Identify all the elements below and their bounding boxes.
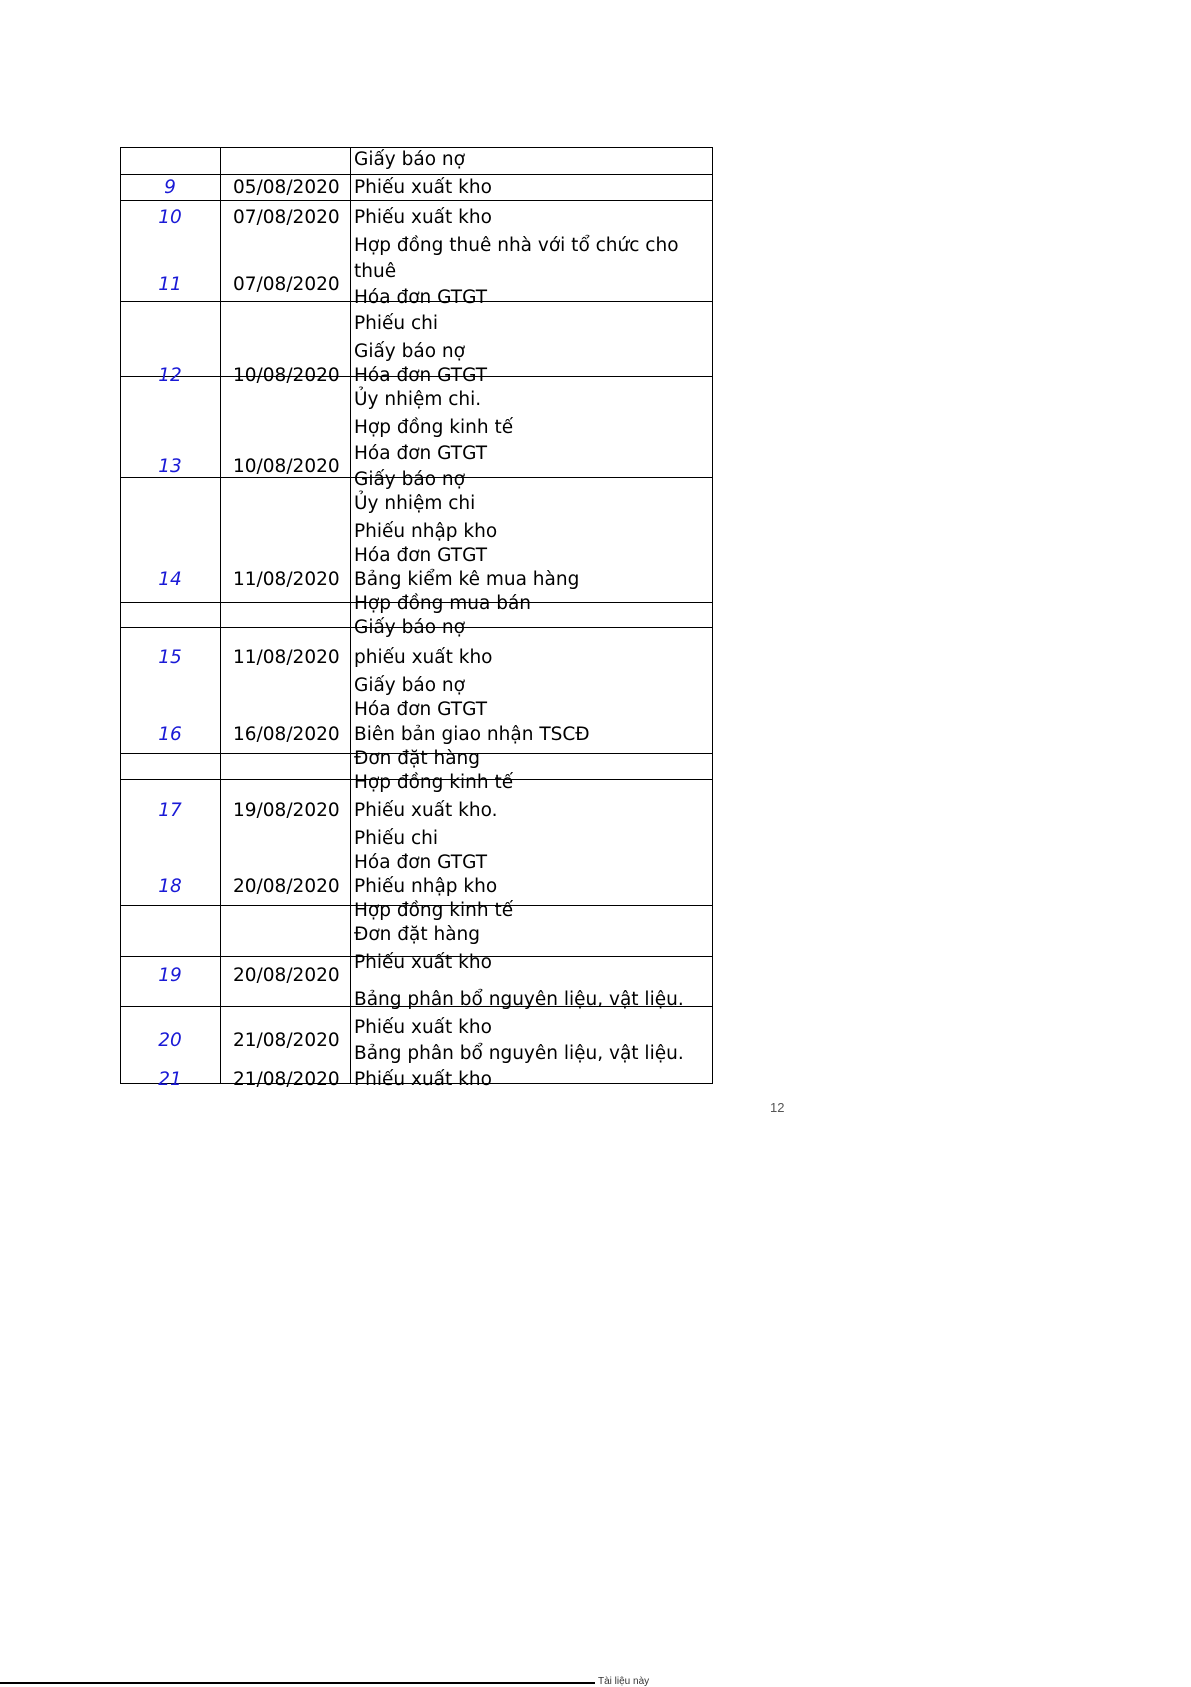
row-date: 20/08/2020	[233, 876, 340, 897]
row-document: Hợp đồng thuê nhà với tổ chức cho	[354, 235, 679, 256]
row-number: 19	[158, 965, 182, 986]
row-date: 07/08/2020	[233, 274, 340, 295]
row-document: Phiếu nhập kho	[354, 876, 498, 897]
row-number: 15	[158, 647, 182, 668]
row-date: 11/08/2020	[233, 647, 340, 668]
row-document: Hóa đơn GTGT	[354, 365, 488, 386]
row-document: Giấy báo nợ	[354, 617, 465, 638]
row-document: Hóa đơn GTGT	[354, 545, 488, 566]
row-document: Hợp đồng kinh tế	[354, 772, 514, 793]
row-document: Giấy báo nợ	[354, 675, 465, 696]
row-document: Phiếu xuất kho	[354, 207, 492, 228]
row-date: 05/08/2020	[233, 177, 340, 198]
row-document: Hóa đơn GTGT	[354, 852, 488, 873]
row-date: 20/08/2020	[233, 965, 340, 986]
row-date: 10/08/2020	[233, 456, 340, 477]
table-row-rule	[120, 174, 713, 175]
table-column-rule	[220, 147, 221, 1084]
row-number: 10	[158, 207, 182, 228]
page-number: 12	[770, 1100, 785, 1115]
row-date: 10/08/2020	[233, 365, 340, 386]
row-document: Phiếu chi	[354, 313, 439, 334]
row-document: Hợp đồng kinh tế	[354, 900, 514, 921]
row-document: Biên bản giao nhận TSCĐ	[354, 724, 590, 745]
row-date: 11/08/2020	[233, 569, 340, 590]
row-document: Hợp đồng mua bán	[354, 593, 532, 614]
row-document: Bảng phân bổ nguyên liệu, vật liệu.	[354, 1043, 684, 1064]
row-number: 18	[158, 876, 182, 897]
table-row-rule	[120, 200, 713, 201]
row-date: 16/08/2020	[233, 724, 340, 745]
row-document: Ủy nhiệm chi.	[354, 389, 482, 410]
row-document: Hóa đơn GTGT	[354, 443, 488, 464]
row-document: Hợp đồng kinh tế	[354, 417, 514, 438]
row-document: Phiếu xuất kho	[354, 1017, 492, 1038]
table-column-rule	[350, 147, 351, 1084]
row-document: Bảng kiểm kê mua hàng	[354, 569, 580, 590]
row-number: 16	[158, 724, 182, 745]
row-document: Đơn đặt hàng	[354, 924, 481, 945]
row-number: 11	[158, 274, 182, 295]
table-column-rule	[712, 147, 713, 1084]
footer-rule	[0, 1682, 595, 1684]
row-document: Bảng phân bổ nguyên liệu, vật liệu.	[354, 989, 684, 1010]
row-document: Đơn đặt hàng	[354, 748, 481, 769]
footer-text: Tài liệu này	[598, 1676, 650, 1687]
row-number: 13	[158, 456, 182, 477]
row-date: 21/08/2020	[233, 1069, 340, 1090]
table-row-rule	[120, 147, 713, 148]
row-date: 21/08/2020	[233, 1030, 340, 1051]
row-document: Hóa đơn GTGT	[354, 699, 488, 720]
row-number: 17	[158, 800, 182, 821]
row-document: Phiếu xuất kho.	[354, 800, 498, 821]
row-document: Phiếu xuất kho	[354, 952, 492, 973]
row-number: 9	[164, 177, 176, 198]
row-document: thuê	[354, 261, 397, 282]
row-document: Giấy báo nợ	[354, 149, 465, 170]
row-date: 19/08/2020	[233, 800, 340, 821]
row-document: Giấy báo nợ	[354, 469, 465, 490]
row-document: Giấy báo nợ	[354, 341, 465, 362]
row-date: 07/08/2020	[233, 207, 340, 228]
row-number: 20	[158, 1030, 182, 1051]
row-number: 12	[158, 365, 182, 386]
row-document: Hóa đơn GTGT	[354, 287, 488, 308]
row-document: Phiếu chi	[354, 828, 439, 849]
row-document: Phiếu nhập kho	[354, 521, 498, 542]
row-document: Ủy nhiệm chi	[354, 493, 476, 514]
row-document: Phiếu xuất kho	[354, 1069, 492, 1090]
row-number: 14	[158, 569, 182, 590]
row-document: Phiếu xuất kho	[354, 177, 492, 198]
row-number: 21	[158, 1069, 182, 1090]
row-document: phiếu xuất kho	[354, 647, 493, 668]
